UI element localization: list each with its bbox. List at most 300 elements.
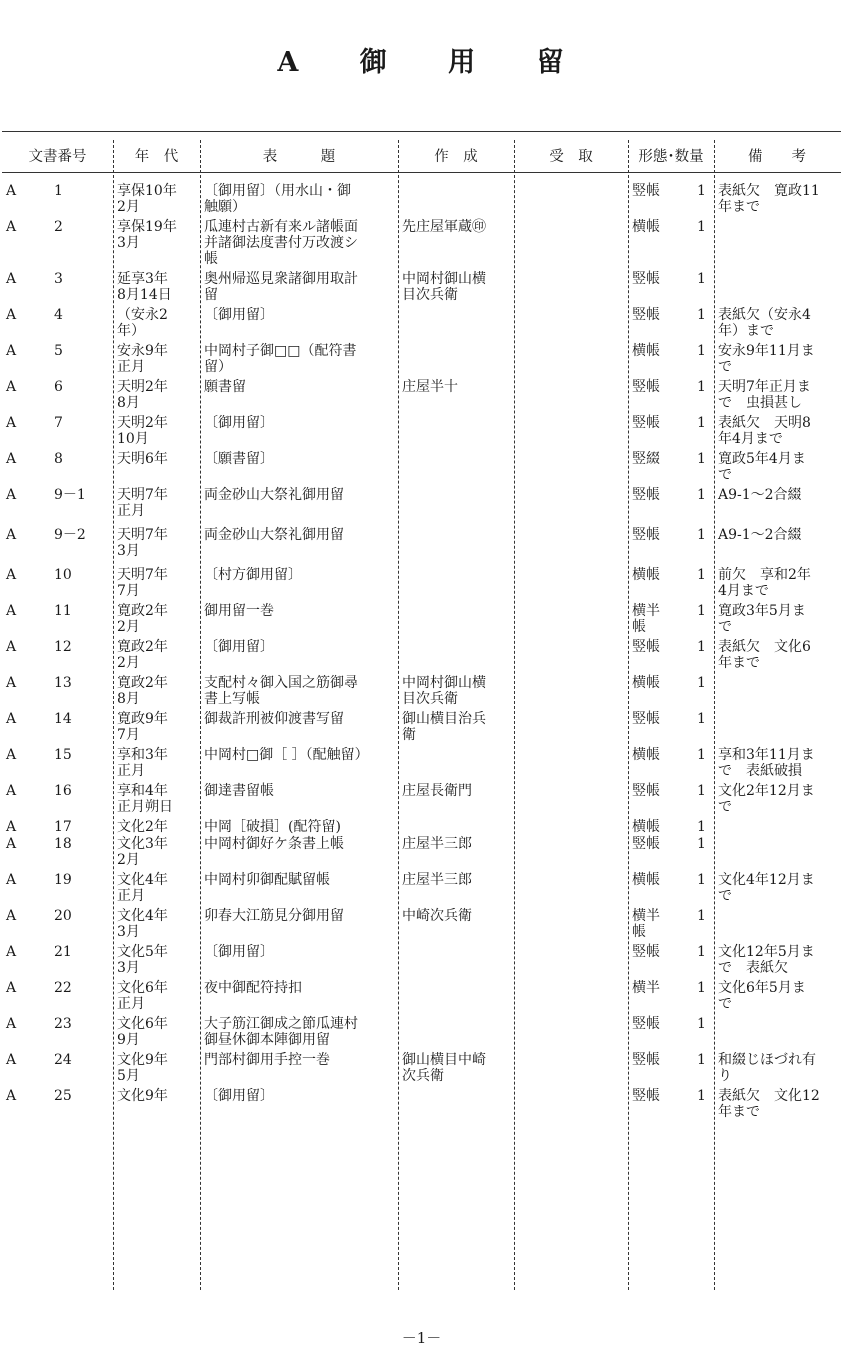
series-letter: A — [6, 307, 17, 323]
note-cell: 表紙欠 文化12 年まで — [718, 1088, 820, 1120]
receiver-cell — [514, 450, 628, 486]
item-number: 3 — [54, 271, 63, 287]
qty-cell: 1 — [697, 819, 706, 835]
note-cell: 前欠 享和2年 4月まで — [718, 567, 811, 599]
date-cell: 天明6年 — [117, 451, 168, 467]
title-cell: 御用留一巻 — [204, 603, 274, 619]
doc-number — [2, 566, 113, 602]
item-number: 25 — [54, 1088, 72, 1104]
receiver-cell — [514, 710, 628, 746]
maker-cell — [398, 1015, 514, 1051]
title-cell: 中岡村子御□□（配符書 留） — [204, 343, 357, 375]
form-cell: 竪帳 — [632, 836, 660, 852]
doc-number — [2, 782, 113, 818]
item-number: 1 — [54, 183, 63, 199]
date-cell: 寛政2年 8月 — [117, 675, 168, 707]
doc-number — [2, 1051, 113, 1087]
title-cell: 〔村方御用留〕 — [204, 567, 302, 583]
date-cell: 文化3年 2月 — [117, 836, 168, 868]
note-cell — [714, 907, 840, 943]
qty-cell: 1 — [697, 415, 706, 431]
form-cell: 竪帳 — [632, 1088, 660, 1104]
item-number: 6 — [54, 379, 63, 395]
maker-cell — [398, 638, 514, 674]
series-letter: A — [6, 711, 17, 727]
qty-cell: 1 — [697, 379, 706, 395]
date-cell: 享和3年 正月 — [117, 747, 168, 779]
maker-cell — [398, 486, 514, 526]
series-letter: A — [6, 567, 17, 583]
series-letter: A — [6, 527, 17, 543]
form-cell: 竪帳 — [632, 1016, 660, 1032]
qty-cell: 1 — [697, 219, 706, 235]
qty-cell: 1 — [697, 271, 706, 287]
title-cell: 〔御用留〕 — [204, 415, 274, 431]
series-letter: A — [6, 872, 17, 888]
table-row — [2, 638, 840, 674]
doc-number — [2, 638, 113, 674]
item-number: 17 — [54, 819, 72, 835]
form-cell: 竪帳 — [632, 639, 660, 655]
doc-number — [2, 871, 113, 907]
date-cell: 天明7年 3月 — [117, 527, 168, 559]
maker-cell — [398, 566, 514, 602]
form-cell: 竪帳 — [632, 307, 660, 323]
date-cell: 文化4年 正月 — [117, 872, 168, 904]
note-cell: 寛政3年5月ま で — [718, 603, 806, 635]
receiver-cell — [514, 943, 628, 979]
doc-number — [2, 414, 113, 450]
qty-cell: 1 — [697, 343, 706, 359]
receiver-cell — [514, 602, 628, 638]
form-cell: 竪帳 — [632, 1052, 660, 1068]
qty-cell: 1 — [697, 603, 706, 619]
date-cell: 文化6年 正月 — [117, 980, 168, 1012]
note-cell: 天明7年正月ま で 虫損甚し — [718, 379, 811, 411]
receiver-cell — [514, 907, 628, 943]
maker-cell — [398, 450, 514, 486]
item-number: 11 — [54, 603, 72, 619]
note-cell: 文化4年12月ま で — [718, 872, 815, 904]
qty-cell: 1 — [697, 487, 706, 503]
form-cell: 竪帳 — [632, 527, 660, 543]
receiver-cell — [514, 818, 628, 835]
form-cell: 竪帳 — [632, 415, 660, 431]
item-number: 23 — [54, 1016, 72, 1032]
date-cell: 文化6年 9月 — [117, 1016, 168, 1048]
series-letter: A — [6, 1052, 17, 1068]
maker-cell: 庄屋半三郎 — [402, 872, 472, 888]
receiver-cell — [514, 414, 628, 450]
doc-number — [2, 306, 113, 342]
maker-cell: 庄屋半三郎 — [402, 836, 472, 852]
table-row — [2, 1051, 840, 1087]
note-cell — [714, 218, 840, 270]
title-cell: 御達書留帳 — [204, 783, 274, 799]
form-cell: 竪帳 — [632, 487, 660, 503]
series-letter: A — [6, 1016, 17, 1032]
maker-cell — [398, 414, 514, 450]
form-cell: 竪帳 — [632, 711, 660, 727]
note-cell — [714, 818, 840, 835]
qty-cell: 1 — [697, 1052, 706, 1068]
date-cell: 安永9年 正月 — [117, 343, 168, 375]
qty-cell: 1 — [697, 711, 706, 727]
maker-cell: 御山横目中崎 次兵衛 — [402, 1052, 486, 1084]
item-number: 9－2 — [54, 527, 86, 543]
title-cell: 奥州帰巡見衆諸御用取計 留 — [204, 271, 358, 303]
doc-number — [2, 818, 113, 835]
title-cell: 卯春大江筋見分御用留 — [204, 908, 344, 924]
note-cell: 表紙欠 文化6 年まで — [718, 639, 811, 671]
qty-cell: 1 — [697, 451, 706, 467]
item-number: 24 — [54, 1052, 72, 1068]
maker-cell: 御山横目治兵 衛 — [402, 711, 486, 743]
maker-cell — [398, 979, 514, 1015]
receiver-cell — [514, 306, 628, 342]
doc-number — [2, 486, 113, 526]
qty-cell: 1 — [697, 747, 706, 763]
doc-number — [2, 378, 113, 414]
date-cell: 文化5年 3月 — [117, 944, 168, 976]
maker-cell — [398, 182, 514, 218]
date-cell: （安永2 年） — [117, 307, 168, 339]
item-number: 14 — [54, 711, 72, 727]
receiver-cell — [514, 638, 628, 674]
note-cell: 表紙欠 寛政11 年まで — [718, 183, 820, 215]
table-row — [2, 182, 840, 218]
qty-cell: 1 — [697, 908, 706, 924]
series-letter: A — [6, 908, 17, 924]
note-cell: 表紙欠 天明8 年4月まで — [718, 415, 811, 447]
form-cell: 竪帳 — [632, 783, 660, 799]
table-row — [2, 414, 840, 450]
series-letter: A — [6, 1088, 17, 1104]
series-letter: A — [6, 944, 17, 960]
series-letter: A — [6, 343, 17, 359]
note-cell: A9-1～2合綴 — [718, 487, 802, 503]
table-row — [2, 746, 840, 782]
item-number: 5 — [54, 343, 63, 359]
receiver-cell — [514, 342, 628, 378]
receiver-cell — [514, 526, 628, 566]
form-cell: 横帳 — [632, 219, 660, 235]
table-row — [2, 1015, 840, 1051]
item-number: 16 — [54, 783, 72, 799]
date-cell: 文化2年 — [117, 819, 168, 835]
form-cell: 竪帳 — [632, 379, 660, 395]
doc-number — [2, 182, 113, 218]
series-letter: A — [6, 219, 17, 235]
table-row — [2, 602, 840, 638]
note-cell — [714, 270, 840, 306]
col-header-form-qty: 形態･数量 — [638, 148, 704, 165]
qty-cell: 1 — [697, 307, 706, 323]
doc-number — [2, 450, 113, 486]
title-cell: 〔御用留〕（用水山・御 触願） — [204, 183, 351, 215]
col-header-maker: 作 成 — [434, 148, 478, 165]
maker-cell — [398, 746, 514, 782]
date-cell: 文化9年 5月 — [117, 1052, 168, 1084]
doc-number — [2, 835, 113, 871]
item-number: 18 — [54, 836, 72, 852]
title-char: 留 — [536, 47, 566, 78]
receiver-cell — [514, 378, 628, 414]
series-letter: A — [6, 415, 17, 431]
table-row — [2, 342, 840, 378]
col-header-date: 年 代 — [134, 148, 179, 165]
qty-cell: 1 — [697, 1016, 706, 1032]
table-row — [2, 270, 840, 306]
series-letter: A — [6, 379, 17, 395]
item-number: 10 — [54, 567, 72, 583]
document-table — [2, 141, 840, 1139]
title-char: 用 — [448, 47, 478, 78]
doc-number — [2, 342, 113, 378]
note-cell: 安永9年11月ま で — [718, 343, 815, 375]
maker-cell: 中岡村御山横 目次兵衛 — [402, 271, 486, 303]
item-number: 19 — [54, 872, 72, 888]
qty-cell: 1 — [697, 639, 706, 655]
title-cell: 〔御用留〕 — [204, 639, 274, 655]
item-number: 7 — [54, 415, 63, 431]
doc-number — [2, 907, 113, 943]
col-header-note: 備 考 — [748, 148, 806, 165]
doc-number — [2, 943, 113, 979]
date-cell: 享保10年 2月 — [117, 183, 177, 215]
qty-cell: 1 — [697, 944, 706, 960]
qty-cell: 1 — [697, 872, 706, 888]
col-header-receiver: 受 取 — [549, 148, 593, 165]
item-number: 8 — [54, 451, 63, 467]
form-cell: 横帳 — [632, 819, 660, 835]
title-cell: 〔御用留〕 — [204, 1088, 274, 1104]
note-cell: 文化2年12月ま で — [718, 783, 815, 815]
title-cell: 夜中御配符持扣 — [204, 980, 302, 996]
maker-cell — [398, 1087, 514, 1139]
series-letter: A — [6, 603, 17, 619]
form-cell: 竪帳 — [632, 944, 660, 960]
table-row — [2, 943, 840, 979]
date-cell: 天明7年 正月 — [117, 487, 168, 519]
item-number: 2 — [54, 219, 63, 235]
date-cell: 天明7年 7月 — [117, 567, 168, 599]
item-number: 9－1 — [54, 487, 86, 503]
form-cell: 横半 — [632, 980, 660, 996]
receiver-cell — [514, 979, 628, 1015]
note-cell — [714, 835, 840, 871]
form-cell: 竪帳 — [632, 183, 660, 199]
receiver-cell — [514, 782, 628, 818]
doc-number — [2, 270, 113, 306]
receiver-cell — [514, 1087, 628, 1139]
col-header-title: 表 題 — [262, 148, 336, 165]
receiver-cell — [514, 218, 628, 270]
maker-cell — [398, 602, 514, 638]
note-cell: 表紙欠（安永4 年）まで — [718, 307, 811, 339]
form-cell: 横半 帳 — [632, 603, 660, 635]
note-cell — [714, 674, 840, 710]
qty-cell: 1 — [697, 980, 706, 996]
date-cell: 天明2年 10月 — [117, 415, 168, 447]
table-row — [2, 450, 840, 486]
receiver-cell — [514, 746, 628, 782]
title-cell: 〔御用留〕 — [204, 944, 274, 960]
maker-cell — [398, 526, 514, 566]
table-row — [2, 818, 840, 835]
doc-number — [2, 746, 113, 782]
series-letter: A — [6, 819, 17, 835]
note-cell: 寛政5年4月ま で — [718, 451, 806, 483]
col-header-no: 文書番号 — [28, 148, 87, 165]
title-cell: 中岡村卯御配賦留帳 — [204, 872, 330, 888]
qty-cell: 1 — [697, 567, 706, 583]
table-row — [2, 674, 840, 710]
series-letter: A — [6, 487, 17, 503]
series-letter: A — [6, 675, 17, 691]
item-number: 20 — [54, 908, 72, 924]
date-cell: 寛政2年 2月 — [117, 639, 168, 671]
table-row — [2, 486, 840, 526]
title-cell: 支配村々御入国之筋御尋 書上写帳 — [204, 675, 358, 707]
title-cell: 両金砂山大祭礼御用留 — [204, 487, 344, 503]
receiver-cell — [514, 182, 628, 218]
qty-cell: 1 — [697, 675, 706, 691]
title-cell: 中岡村□御［ ］（配触留） — [204, 747, 369, 763]
receiver-cell — [514, 835, 628, 871]
qty-cell: 1 — [697, 183, 706, 199]
maker-cell — [398, 818, 514, 835]
form-cell: 横帳 — [632, 872, 660, 888]
series-letter: A — [6, 451, 17, 467]
title-cell: 両金砂山大祭礼御用留 — [204, 527, 344, 543]
maker-cell: 中崎次兵衛 — [402, 908, 472, 924]
note-cell: 文化6年5月ま で — [718, 980, 806, 1012]
form-cell: 横半 帳 — [632, 908, 660, 940]
receiver-cell — [514, 674, 628, 710]
date-cell: 文化4年 3月 — [117, 908, 168, 940]
form-cell: 横帳 — [632, 343, 660, 359]
item-number: 12 — [54, 639, 72, 655]
table-row — [2, 835, 840, 871]
series-letter: A — [6, 271, 17, 287]
table-row — [2, 907, 840, 943]
title-cell: 大子筋江御成之節瓜連村 御昼休御本陣御用留 — [204, 1016, 358, 1048]
receiver-cell — [514, 1051, 628, 1087]
qty-cell: 1 — [697, 1088, 706, 1104]
item-number: 13 — [54, 675, 72, 691]
qty-cell: 1 — [697, 836, 706, 852]
page-title — [0, 40, 843, 79]
note-cell: 享和3年11月ま で 表紙破損 — [718, 747, 815, 779]
title-cell: 中岡［破損］(配符留) — [204, 819, 341, 835]
doc-number — [2, 1015, 113, 1051]
maker-cell: 先庄屋軍蔵㊞ — [402, 219, 486, 235]
maker-cell: 庄屋長衛門 — [402, 783, 472, 799]
title-cell: 中岡村御好ケ条書上帳 — [204, 836, 344, 852]
series-letter: A — [6, 783, 17, 799]
date-cell: 寛政2年 2月 — [117, 603, 168, 635]
item-number: 21 — [54, 944, 72, 960]
doc-number — [2, 602, 113, 638]
header-row — [2, 141, 840, 172]
table-row — [2, 378, 840, 414]
series-letter: A — [6, 183, 17, 199]
maker-cell — [398, 943, 514, 979]
qty-cell: 1 — [697, 527, 706, 543]
page-number: －1－ — [401, 1329, 442, 1347]
doc-number — [2, 526, 113, 566]
series-letter: A — [6, 980, 17, 996]
item-number: 15 — [54, 747, 72, 763]
title-char: 御 — [359, 47, 389, 78]
table-row — [2, 526, 840, 566]
doc-number — [2, 710, 113, 746]
maker-cell — [398, 342, 514, 378]
doc-number — [2, 218, 113, 270]
date-cell: 寛政9年 7月 — [117, 711, 168, 743]
item-number: 4 — [54, 307, 63, 323]
note-cell — [714, 1015, 840, 1051]
table-row — [2, 710, 840, 746]
table-row — [2, 782, 840, 818]
series-letter: A — [6, 836, 17, 852]
maker-cell — [398, 306, 514, 342]
doc-number — [2, 1087, 113, 1139]
form-cell: 竪綴 — [632, 451, 660, 467]
doc-number — [2, 674, 113, 710]
receiver-cell — [514, 270, 628, 306]
maker-cell: 庄屋半十 — [402, 379, 458, 395]
note-cell: A9-1～2合綴 — [718, 527, 802, 543]
note-cell: 文化12年5月ま で 表紙欠 — [718, 944, 815, 976]
qty-cell: 1 — [697, 783, 706, 799]
title-cell: 御裁許刑被仰渡書写留 — [204, 711, 344, 727]
maker-cell: 中岡村御山横 目次兵衛 — [402, 675, 486, 707]
note-cell: 和綴じほづれ有 り — [718, 1052, 816, 1084]
form-cell: 横帳 — [632, 567, 660, 583]
form-cell: 横帳 — [632, 747, 660, 763]
table-row — [2, 218, 840, 270]
table-row — [2, 979, 840, 1015]
series-letter: A — [6, 747, 17, 763]
table-row — [2, 1087, 840, 1139]
form-cell: 横帳 — [632, 675, 660, 691]
doc-number — [2, 979, 113, 1015]
date-cell: 文化9年 — [117, 1088, 168, 1104]
date-cell: 延享3年 8月14日 — [117, 271, 172, 303]
title-cell: 門部村御用手控一巻 — [204, 1052, 330, 1068]
item-number: 22 — [54, 980, 72, 996]
title-cell: 願書留 — [204, 379, 246, 395]
table-row — [2, 566, 840, 602]
table-row — [2, 306, 840, 342]
form-cell: 竪帳 — [632, 271, 660, 287]
date-cell: 天明2年 8月 — [117, 379, 168, 411]
title-cell: 瓜連村古新有来ル諸帳面 并諸御法度書付万改渡シ 帳 — [204, 219, 358, 267]
receiver-cell — [514, 871, 628, 907]
date-cell: 享和4年 正月朔日 — [117, 783, 173, 815]
receiver-cell — [514, 486, 628, 526]
title-cell: 〔御用留〕 — [204, 307, 274, 323]
receiver-cell — [514, 1015, 628, 1051]
title-cell: 〔願書留〕 — [204, 451, 274, 467]
note-cell — [714, 710, 840, 746]
header-top-rule — [2, 131, 841, 132]
receiver-cell — [514, 566, 628, 602]
table-row — [2, 871, 840, 907]
series-letter: A — [6, 639, 17, 655]
